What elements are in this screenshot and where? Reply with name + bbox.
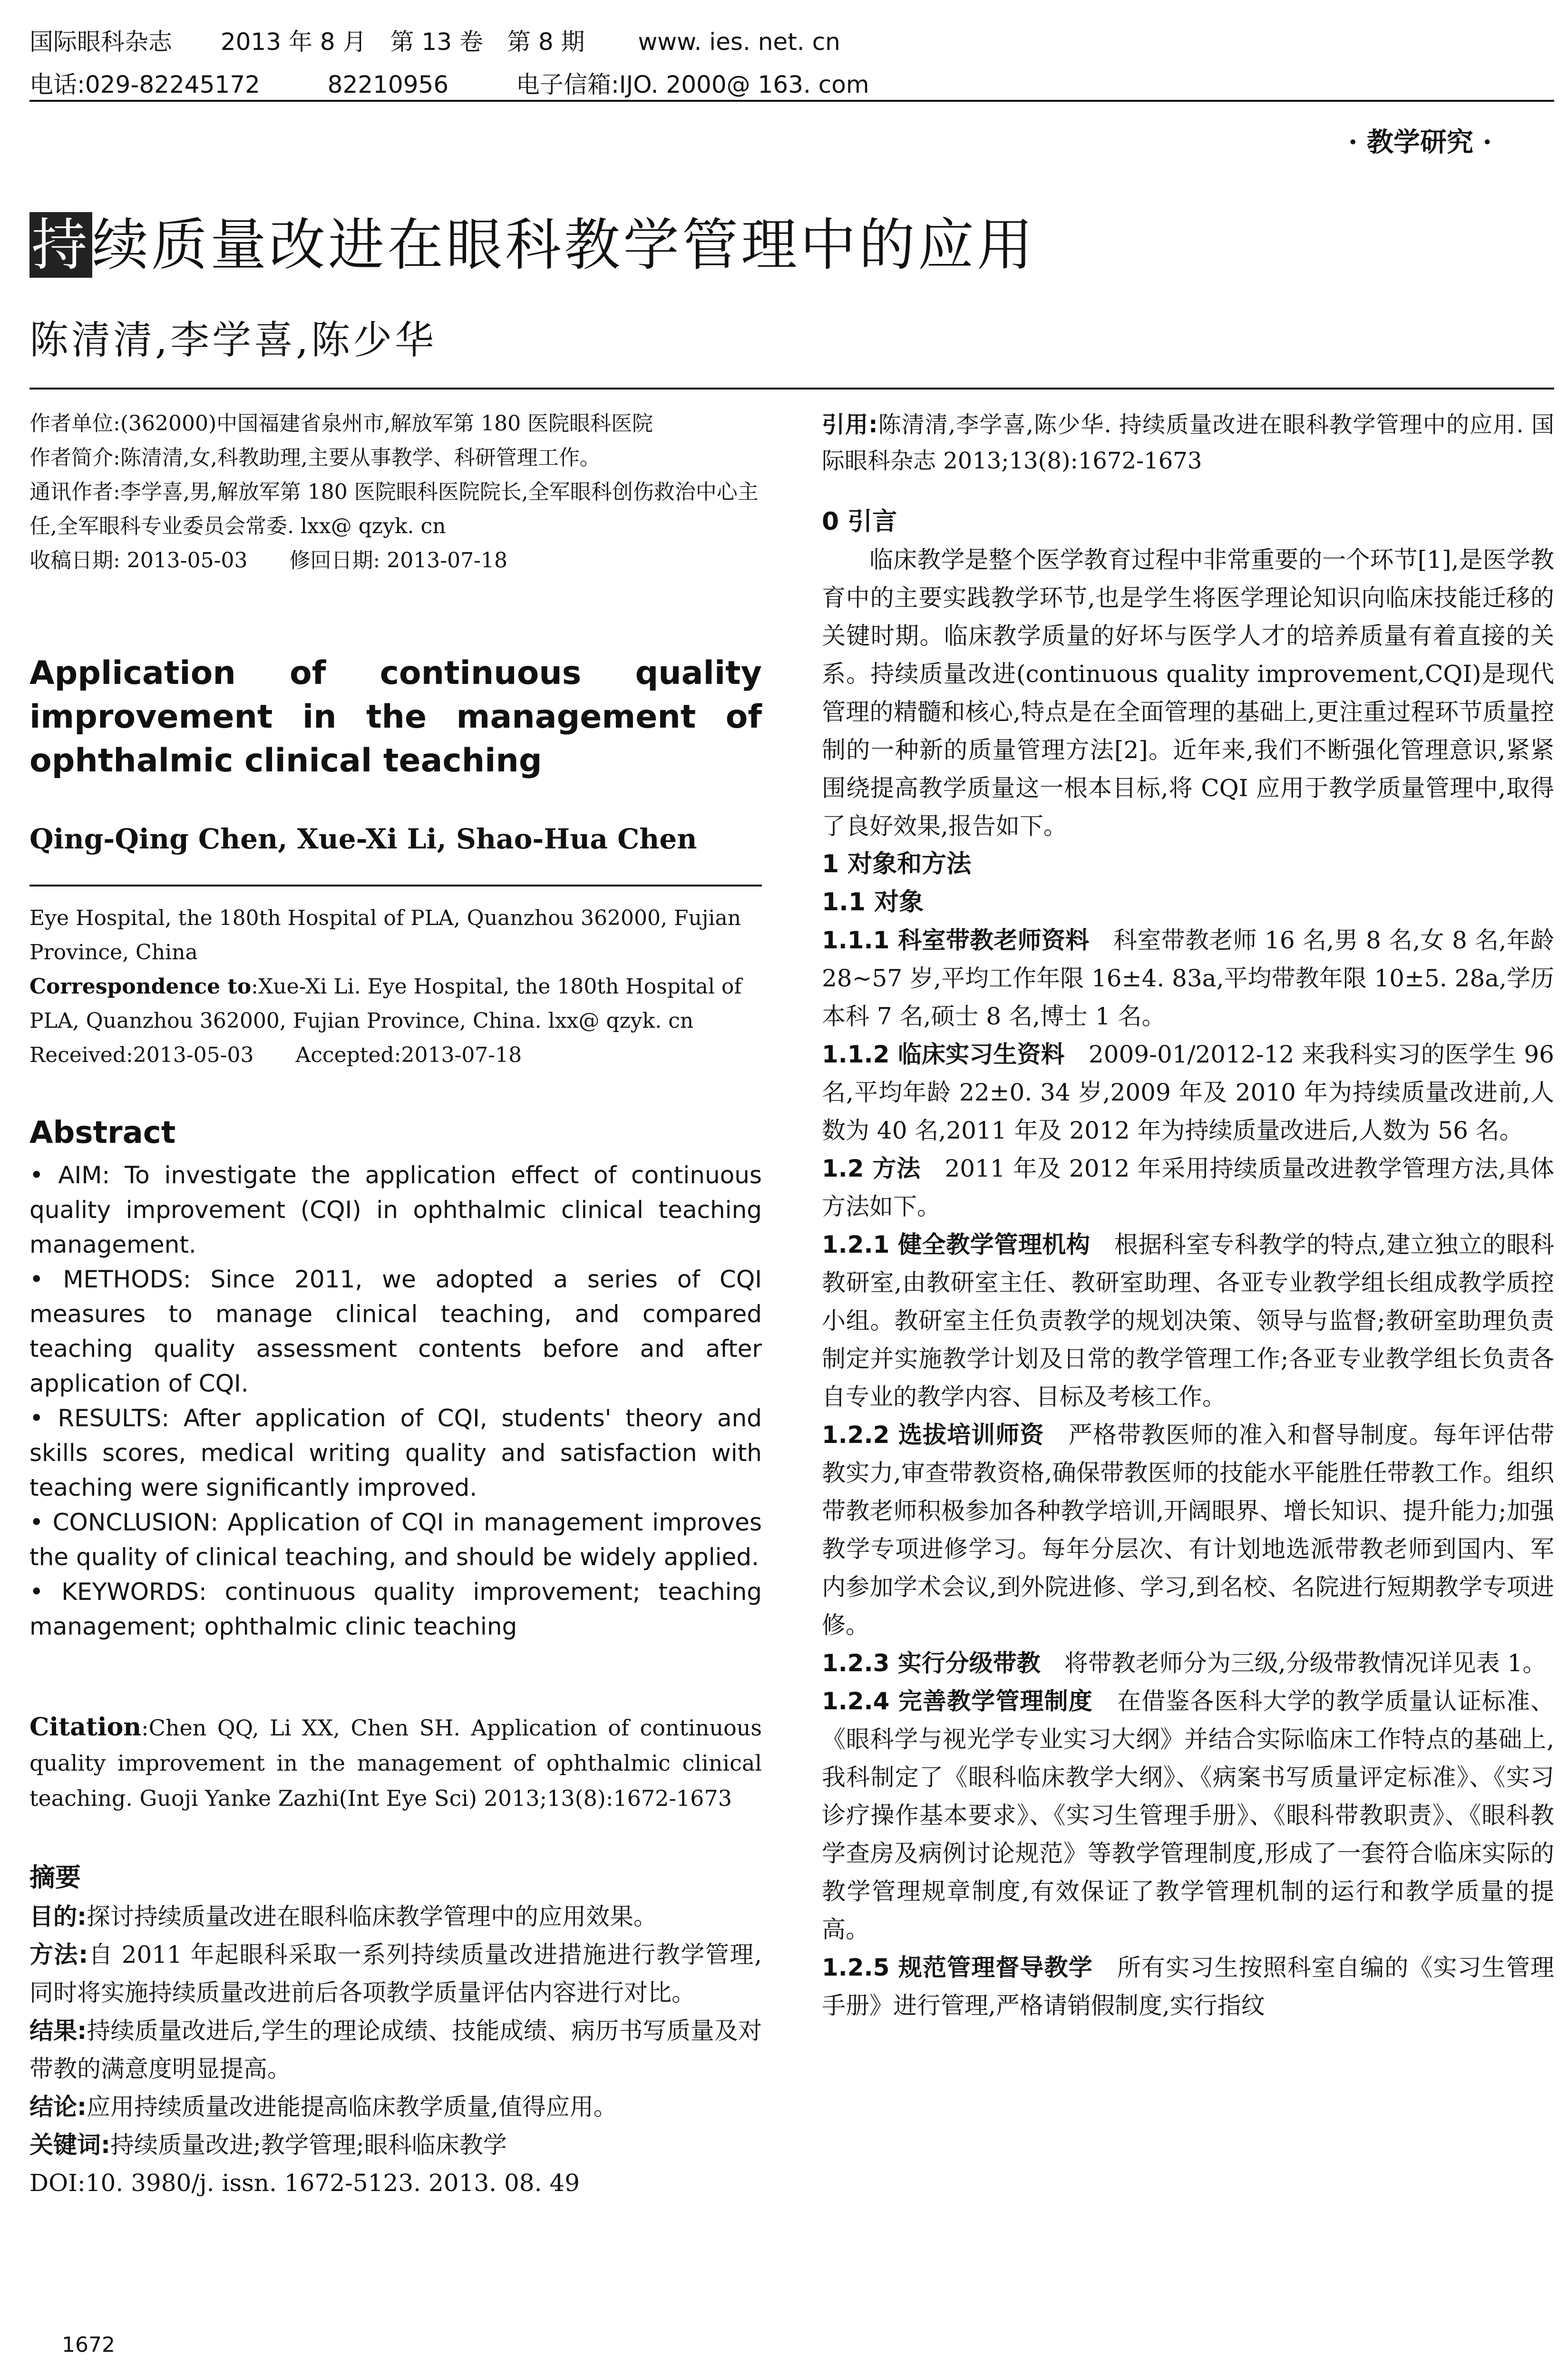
zh-conclusion: 结论:应用持续质量改进能提高临床教学质量,值得应用。 bbox=[29, 2093, 617, 2121]
para-1-2-1: 1.2.1 健全教学管理机构 根据科室专科教学的特点,建立独立的眼科教研室,由教研室主任、教研室助理、各亚专业教学组长组成教学质控小组。教研室主任负责教学的规划决策、领导与监督;教研室助理负责制定并实施教学计划及日常的教学管理工作;各亚专业教学组长负责各自专业的教学内容、目标及考核工作。 bbox=[822, 1231, 1554, 1411]
para-1-2-2: 1.2.2 选拔培训师资 严格带教医师的准入和督导制度。每年评估带教实力,审查带教资格,确保带教医师的技能水平能胜任带教工作。组织带教老师积极参加各种教学培训,开阔眼界、增长知识、提升能力;加强教学专项进修学习。每年分层次、有计划地选派带教老师到国内、军内参加学术会议,到外院进修、学习,到名校、名院进行短期教学专项进修。 bbox=[822, 1421, 1555, 1639]
page-number: 1672 bbox=[62, 2333, 115, 2357]
correspondence bbox=[29, 970, 762, 1038]
authors-en: Qing-Qing Chen, Xue-Xi Li, Shao-Hua Chen bbox=[29, 823, 697, 855]
article-title bbox=[29, 200, 1036, 281]
zh-keywords: 关键词:持续质量改进;教学管理;眼科临床教学 bbox=[29, 2131, 507, 2159]
phone: 电话:029-82245172 bbox=[29, 71, 260, 98]
author-info bbox=[29, 407, 762, 578]
intro-text: 临床教学是整个医学教育过程中非常重要的一个环节[1],是医学教育中的主要实践教学环节,也是学生将医学理论知识向临床技能迁移的关键时期。临床教学质量的好坏与医学人才的培养质量有着直接的关系。持续质量改进(continuous quality improvement,CQI)是现代管理的精髓和核心,特点是在全面管理的基础上,更注重过程环节质量控制的一种新的质量管理方法[2]。近年来,我们不断强化管理意识,紧紧围绕提高教学质量这一根本目标,将 CQI 应用于教学质量管理中,取得了良好效果,报告如下。 bbox=[822, 546, 1554, 840]
section-1-1-heading: 1.1 对象 bbox=[822, 888, 924, 916]
header-line-1 bbox=[29, 23, 840, 57]
english-title bbox=[29, 652, 762, 783]
abstract-heading: Abstract bbox=[29, 1115, 176, 1150]
para-1-2: 1.2 方法 2011 年及 2012 年采用持续质量改进教学管理方法,具体方法如下。 bbox=[822, 1155, 1554, 1220]
phone-2: 82210956 bbox=[327, 71, 449, 98]
doi: DOI:10. 3980/j. issn. 1672-5123. 2013. 08. 49 bbox=[29, 2169, 580, 2197]
zh-results: 结果:持续质量改进后,学生的理论成绩、技能成绩、病历书写质量及对带教的满意度明显提高。 bbox=[29, 2017, 762, 2083]
en-title-line-2: improvement in the management of bbox=[29, 698, 762, 736]
title-rule bbox=[29, 388, 1554, 390]
correspondence-text: :Xue-Xi Li. Eye Hospital, the 180th Hospital of PLA, Quanzhou 362000, Fujian Province, China. lxx@ qzyk. cn bbox=[29, 974, 742, 1033]
intro-heading: 0 引言 bbox=[822, 507, 897, 536]
abstract-methods: • METHODS: Since 2011, we adopted a series of CQI measures to manage clinical teaching, and compared teaching quality assessment contents before and after application of CQI. bbox=[29, 1266, 762, 1397]
title-first-char: 持 bbox=[29, 212, 92, 278]
abstract-conclusion: • CONCLUSION: Application of CQI in management improves the quality of clinical teaching, and should be widely applied. bbox=[29, 1509, 762, 1571]
en-title-line-1: Application of continuous quality bbox=[29, 654, 762, 692]
authors-zh: 陈清清,李学喜,陈少华 bbox=[29, 318, 437, 363]
abstract-aim: • AIM: To investigate the application effect of continuous quality improvement (CQI) in ophthalmic clinical teaching management. bbox=[29, 1161, 762, 1258]
abstract-body bbox=[29, 1158, 762, 1644]
abstract-keywords: • KEYWORDS: continuous quality improvement; teaching management; ophthalmic clinic teaching bbox=[29, 1578, 762, 1640]
para-1-1-2: 1.1.2 临床实习生资料 2009-01/2012-12 来我科实习的医学生 96 名,平均年龄 22±0. 34 岁,2009 年及 2010 年为持续质量改进前,人数为 40 名,2011 年及 2012 年为持续质量改进后,人数为 56 名。 bbox=[822, 1041, 1554, 1144]
citation-zh: 引用:陈清清,李学喜,陈少华. 持续质量改进在眼科教学管理中的应用. 国际眼科杂志 2013;13(8):1672-1673 bbox=[822, 411, 1554, 474]
affiliation-en: Eye Hospital, the 180th Hospital of PLA, Quanzhou 362000, Fujian Province, China bbox=[29, 906, 741, 964]
issue-info: 2013 年 8 月 第 13 卷 第 8 期 bbox=[220, 28, 585, 56]
affiliation-zh: 作者单位:(362000)中国福建省泉州市,解放军第 180 医院眼科医院 bbox=[29, 411, 653, 436]
en-title-line-3: ophthalmic clinical teaching bbox=[29, 742, 542, 779]
author-bio: 作者简介:陈清清,女,科教助理,主要从事教学、科研管理工作。 bbox=[29, 446, 601, 470]
citation bbox=[29, 1710, 762, 1816]
email: 电子信箱:IJO. 2000@ 163. com bbox=[516, 71, 869, 98]
citation-label: Citation bbox=[29, 1713, 142, 1742]
en-meta bbox=[29, 901, 762, 1072]
para-1-2-3: 1.2.3 实行分级带教 将带教老师分为三级,分级带教情况详见表 1。 bbox=[822, 1649, 1547, 1677]
zh-aim: 目的:探讨持续质量改进在眼科临床教学管理中的应用效果。 bbox=[29, 1903, 657, 1930]
dates-zh: 收稿日期: 2013-05-03 修回日期: 2013-07-18 bbox=[29, 548, 507, 573]
received-en: Received:2013-05-03 Accepted:2013-07-18 bbox=[29, 1043, 522, 1067]
authors-en-rule bbox=[29, 885, 762, 887]
journal-name: 国际眼科杂志 bbox=[29, 28, 172, 56]
title-rest: 续质量改进在眼科教学管理中的应用 bbox=[92, 212, 1036, 278]
para-1-1-1: 1.1.1 科室带教老师资料 科室带教老师 16 名,男 8 名,女 8 名,年龄 28~57 岁,平均工作年限 16±4. 83a,平均带教年限 10±5. 28a,学历本科 7 名,硕士 8 名,博士 1 名。 bbox=[822, 926, 1554, 1030]
para-1-2-5: 1.2.5 规范管理督导教学 所有实习生按照科室自编的《实习生管理手册》进行管理,严格请销假制度,实行指纹 bbox=[822, 1954, 1554, 2019]
website: www. ies. net. cn bbox=[638, 28, 840, 56]
zh-abstract bbox=[29, 1898, 762, 2202]
citation-text: :Chen QQ, Li XX, Chen SH. Application of continuous quality improvement in the management of ophthalmic clinical teaching. Guoji Yanke Zazhi(Int Eye Sci) 2013;13(8):1672-1673 bbox=[29, 1715, 762, 1811]
zh-abstract-heading: 摘要 bbox=[29, 1862, 81, 1892]
header-line-2 bbox=[29, 66, 869, 100]
abstract-results: • RESULTS: After application of CQI, students' theory and skills scores, medical writing quality and satisfaction with teaching were significantly improved. bbox=[29, 1404, 762, 1501]
para-1-2-4: 1.2.4 完善教学管理制度 在借鉴各医科大学的教学质量认证标准、《眼科学与视光学专业实习大纲》并结合实际临床工作特点的基础上,我科制定了《眼科临床教学大纲》、《病案书写质量评定标准》、《实习诊疗操作基本要求》、《实习生管理手册》、《眼科带教职责》、《眼科教学查房及病例讨论规范》等教学管理制度,形成了一套符合临床实际的教学管理规章制度,有效保证了教学管理机制的运行和教学质量的提高。 bbox=[822, 1687, 1554, 1943]
correspondence-label: Correspondence to bbox=[29, 974, 252, 999]
header-rule bbox=[29, 100, 1554, 102]
zh-methods: 方法:自 2011 年起眼科采取一系列持续质量改进措施进行教学管理,同时将实施持续质量改进前后各项教学质量评估内容进行对比。 bbox=[29, 1941, 762, 2007]
right-column bbox=[822, 407, 1554, 2025]
corresponding-author: 通讯作者:李学喜,男,解放军第 180 医院眼科医院院长,全军眼科创伤救治中心主任,全军眼科专业委员会常委. lxx@ qzyk. cn bbox=[29, 480, 759, 538]
section-1-heading: 1 对象和方法 bbox=[822, 850, 972, 878]
section-tag: · 教学研究 · bbox=[1348, 127, 1492, 158]
